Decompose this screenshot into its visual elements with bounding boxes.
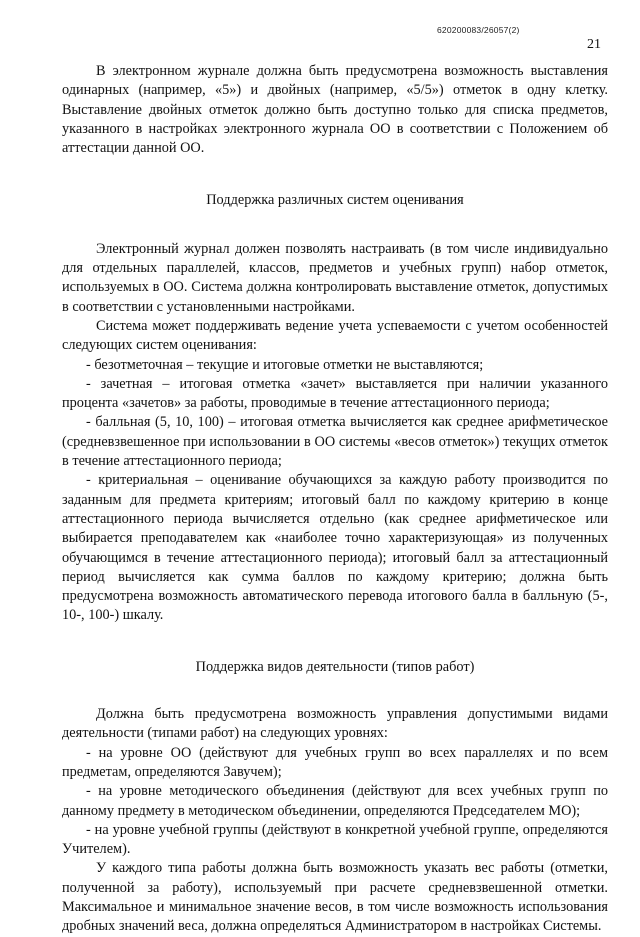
document-number: 620200083/26057(2)	[437, 25, 520, 35]
paragraph-grading-systems-intro: Система может поддерживать ведение учета успеваемости с учетом особенностей следующих систем оценивания:	[62, 317, 608, 354]
paragraph-work-weights: У каждого типа работы должна быть возможность указать вес работы (отметки, полученной за работу), используемый при расчете средневзвешенной отметки. Максимальное и минимальное значение весов, в том числе возможность использования дробных значений веса, должна определяться Администратором в настройках Системы.	[62, 860, 608, 935]
list-item-group-level: - на уровне учебной группы (действуют в конкретной учебной группе, определяются Учителем).	[62, 821, 608, 858]
section-heading-activity-types: Поддержка видов деятельности (типов работ)	[195, 658, 475, 675]
list-item-no-marks: - безотметочная – текущие и итоговые отметки не выставляются;	[86, 356, 484, 373]
list-item-school-level: - на уровне ОО (действуют для учебных групп во всех параллелях и по всем предметам, определяются Завучем);	[62, 744, 608, 780]
list-item-point-scale: - балльная (5, 10, 100) – итоговая отметка вычисляется как среднее арифметическое (средневзвешенное при использовании в ОО системы «весов отметок») текущих отметок в течение аттестационного периода;	[62, 414, 608, 470]
section-heading-grading-systems: Поддержка различных систем оценивания	[206, 192, 464, 209]
paragraph-activity-levels-intro: Должна быть предусмотрена возможность управления допустимыми видами деятельности (типами работ) на следующих уровнях:	[62, 706, 608, 742]
document-body	[62, 62, 608, 937]
page-number: 21	[587, 37, 601, 52]
list-item-methodical-level: - на уровне методического объединения (действуют для всех учебных групп по данному предмету в методическом объединении, определяются Председателем МО);	[62, 783, 608, 819]
list-item-pass-fail: - зачетная – итоговая отметка «зачет» выставляется при наличии указанного процента «зачетов» за работы, проводимые в течение аттестационного периода;	[62, 375, 608, 412]
list-item-criteria-based: - критериальная – оценивание обучающихся за каждую работу производится по заданным для предмета критериям; итоговый балл по каждому критерию в конце аттестационного периода вычисляется отдельно (как среднее арифметическое или выбирается преподавателем как «наиболее точно характеризующая» из полученных обучающимся в течение аттестационного периода); итоговый балл за аттестационный период вычисляется как сумма баллов по каждому критерию; должна быть предусмотрена возможность автоматического перевода итогового балла в балльную (5-, 10-, 100-) шкалу.	[62, 472, 608, 624]
paragraph-configurable-marks: Электронный журнал должен позволять настраивать (в том числе индивидуально для отдельных параллелей, классов, предметов и учебных групп) набор отметок, используемых в ОО. Система должна контролировать выставление отметок, допустимых в соответствии с установленными настройками.	[62, 240, 608, 315]
paragraph-double-marks: В электронном журнале должна быть предусмотрена возможность выставления одинарных (например, «5») и двойных (например, «5/5») отметок в одну клетку. Выставление двойных отметок должно быть доступно только для списка предметов, указанного в настройках электронного журнала ОО в соответствии с Положением об аттестации данной ОО.	[62, 63, 608, 157]
